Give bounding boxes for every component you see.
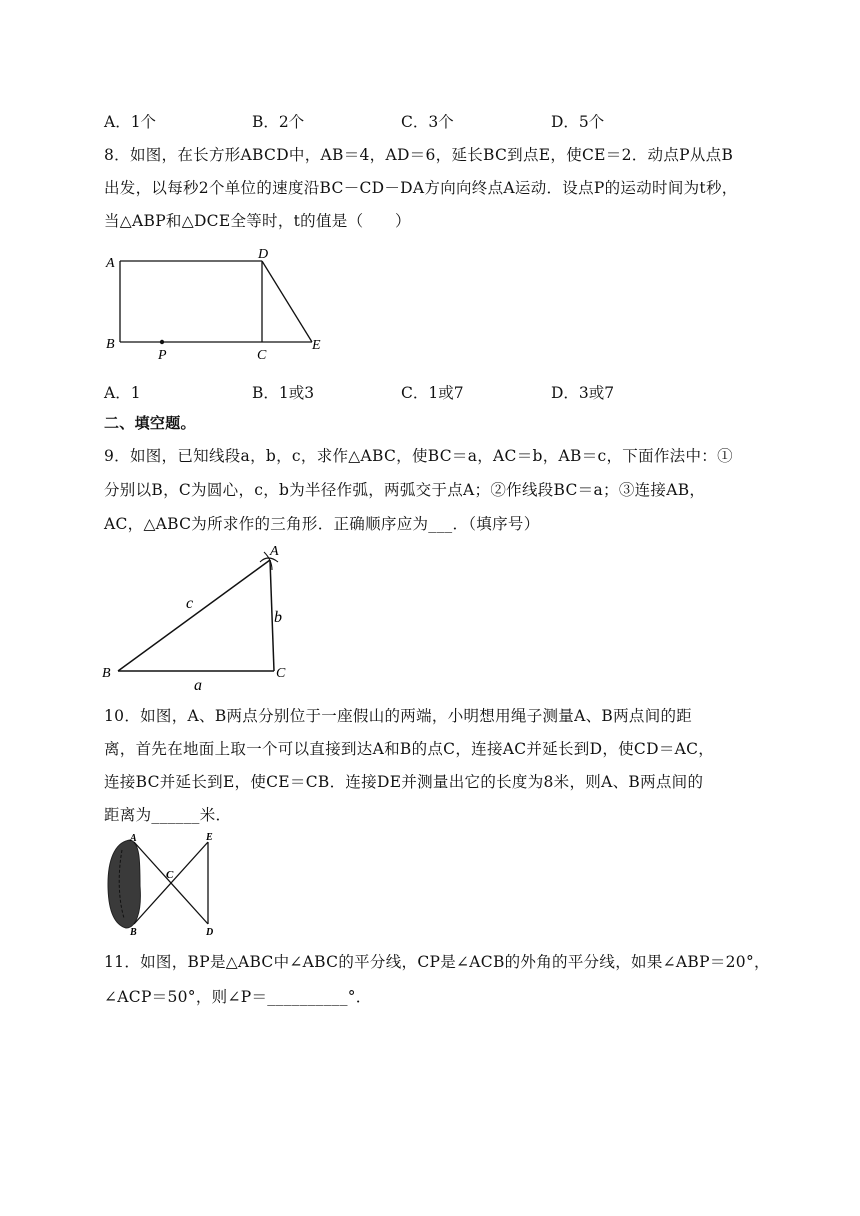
label-e: E bbox=[312, 338, 321, 353]
q8-text-line2: 出发，以每秒2个单位的速度沿BC－CD－DA方向向终点A运动．设点P的运动时间为t秒， bbox=[104, 179, 738, 197]
q7-option-d: D．5个 bbox=[551, 113, 605, 131]
label-a: A bbox=[106, 256, 115, 271]
label-c: C bbox=[276, 666, 286, 681]
segment-de bbox=[262, 261, 312, 342]
q7-option-b: B．2个 bbox=[252, 113, 305, 131]
q7-option-c: C．3个 bbox=[401, 113, 454, 131]
label-p: P bbox=[158, 348, 167, 363]
section-title: 二、填空题。 bbox=[104, 414, 196, 432]
q9-text-line1: 9．如图，已知线段a，b，c，求作△ABC，使BC＝a，AC＝b，AB＝c，下面作法中：① bbox=[104, 447, 733, 465]
q8-option-c: C．1或7 bbox=[401, 384, 464, 402]
q8-rectangle-figure bbox=[100, 245, 340, 363]
q9-text-line2: 分别以B，C为圆心，c，b为半径作弧，两弧交于点A；②作线段BC＝a；③连接AB， bbox=[104, 481, 706, 499]
label-b: B bbox=[130, 927, 137, 938]
rockery-shape bbox=[108, 840, 140, 928]
label-a-length: a bbox=[194, 677, 202, 694]
q9-text-line3: AC，△ABC为所求作的三角形．正确顺序应为___．（填序号） bbox=[104, 515, 540, 533]
q8-option-d: D．3或7 bbox=[551, 384, 615, 402]
q10-text-line3: 连接BC并延长到E，使CE＝CB．连接DE并测量出它的长度为8米，则A、B两点间的 bbox=[104, 773, 704, 791]
q10-text-line1: 10．如图，A、B两点分别位于一座假山的两端，小明想用绳子测量A、B两点间的距 bbox=[104, 707, 693, 725]
label-b: B bbox=[102, 666, 111, 681]
q8-option-b: B．1或3 bbox=[252, 384, 315, 402]
label-d: D bbox=[206, 927, 214, 938]
q8-option-a: A．1 bbox=[104, 384, 141, 402]
segment-ba bbox=[118, 560, 270, 671]
label-c-length: c bbox=[186, 595, 194, 612]
q7-option-a: A．1个 bbox=[104, 113, 157, 131]
label-a: A bbox=[270, 544, 279, 559]
label-c: C bbox=[166, 869, 174, 881]
label-c: C bbox=[257, 348, 267, 363]
q8-text-line1: 8．如图，在长方形ABCD中，AB＝4，AD＝6，延长BC到点E，使CE＝2．动点P从点B bbox=[104, 146, 734, 164]
q11-text-line2: ∠ACP＝50°，则∠P＝__________°． bbox=[104, 988, 372, 1006]
label-e: E bbox=[206, 832, 213, 843]
label-b-length: b bbox=[274, 609, 282, 626]
label-b: B bbox=[106, 337, 115, 352]
q10-rockery-figure bbox=[100, 832, 230, 937]
q8-text-line3: 当△ABP和△DCE全等时，t的值是（ ） bbox=[104, 212, 411, 230]
q11-text-line1: 11．如图，BP是△ABC中∠ABC的平分线，CP是∠ACB的外角的平分线，如果∠ABP＝20°， bbox=[104, 953, 770, 971]
label-d: D bbox=[258, 247, 269, 262]
label-a: A bbox=[130, 833, 137, 844]
q10-text-line2: 离，首先在地面上取一个可以直接到达A和B的点C，连接AC并延长到D，使CD＝AC， bbox=[104, 740, 715, 758]
q10-text-line4: 距离为______米． bbox=[104, 806, 232, 824]
point-p bbox=[160, 340, 164, 344]
q9-triangle-figure bbox=[100, 540, 300, 694]
